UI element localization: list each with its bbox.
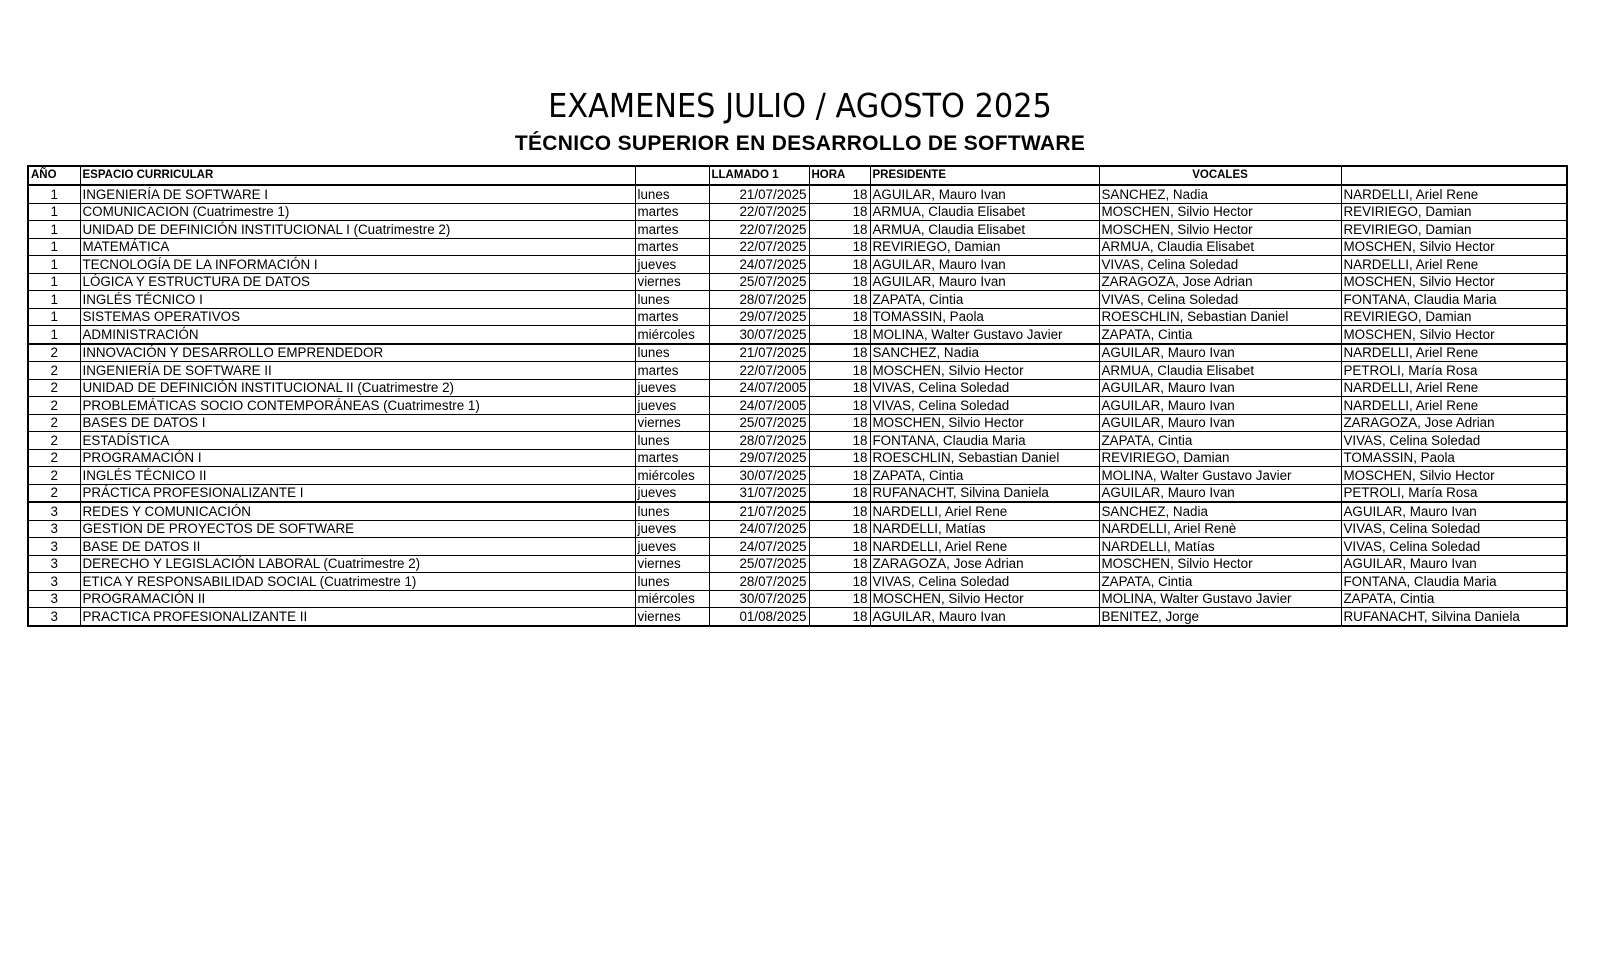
cell-subject: PRACTICA PROFESIONALIZANTE II: [80, 608, 635, 626]
cell-president: NARDELLI, Ariel Rene: [870, 538, 1099, 556]
cell-vocal-2: AGUILAR, Mauro Ivan: [1341, 502, 1567, 520]
cell-president: NARDELLI, Ariel Rene: [870, 502, 1099, 520]
cell-date: 24/07/2025: [709, 538, 809, 556]
cell-president: AGUILAR, Mauro Ivan: [870, 185, 1099, 203]
cell-year: 1: [28, 203, 80, 221]
cell-president: ZAPATA, Cintia: [870, 467, 1099, 485]
cell-year: 2: [28, 467, 80, 485]
cell-year: 3: [28, 608, 80, 626]
cell-vocal-1: AGUILAR, Mauro Ivan: [1099, 379, 1341, 397]
cell-vocal-1: ARMUA, Claudia Elisabet: [1099, 362, 1341, 380]
cell-hour: 18: [809, 326, 870, 344]
cell-vocal-2: MOSCHEN, Silvio Hector: [1341, 273, 1567, 291]
cell-date: 22/07/2005: [709, 362, 809, 380]
cell-president: MOSCHEN, Silvio Hector: [870, 414, 1099, 432]
cell-vocal-1: MOSCHEN, Silvio Hector: [1099, 555, 1341, 573]
cell-hour: 18: [809, 608, 870, 626]
cell-day: jueves: [635, 256, 709, 274]
table-row: [28, 449, 1567, 467]
cell-vocal-1: VIVAS, Celina Soledad: [1099, 256, 1341, 274]
cell-date: 22/07/2025: [709, 221, 809, 239]
header-president: PRESIDENTE: [870, 166, 1099, 185]
cell-day: jueves: [635, 379, 709, 397]
cell-hour: 18: [809, 273, 870, 291]
cell-subject: BASES DE DATOS I: [80, 414, 635, 432]
cell-president: REVIRIEGO, Damian: [870, 238, 1099, 256]
cell-vocal-2: MOSCHEN, Silvio Hector: [1341, 326, 1567, 344]
cell-vocal-1: ARMUA, Claudia Elisabet: [1099, 238, 1341, 256]
cell-vocal-2: TOMASSIN, Paola: [1341, 449, 1567, 467]
cell-president: VIVAS, Celina Soledad: [870, 379, 1099, 397]
cell-vocal-1: AGUILAR, Mauro Ivan: [1099, 344, 1341, 362]
cell-vocal-2: AGUILAR, Mauro Ivan: [1341, 555, 1567, 573]
cell-date: 30/07/2025: [709, 326, 809, 344]
cell-date: 25/07/2025: [709, 273, 809, 291]
cell-date: 21/07/2025: [709, 502, 809, 520]
cell-day: martes: [635, 238, 709, 256]
table-row: [28, 608, 1567, 626]
cell-year: 3: [28, 538, 80, 556]
cell-year: 2: [28, 344, 80, 362]
cell-vocal-2: NARDELLI, Ariel Rene: [1341, 344, 1567, 362]
table-header-row: [28, 166, 1567, 185]
cell-vocal-1: AGUILAR, Mauro Ivan: [1099, 397, 1341, 415]
cell-president: TOMASSIN, Paola: [870, 308, 1099, 326]
cell-hour: 18: [809, 238, 870, 256]
cell-date: 21/07/2025: [709, 344, 809, 362]
cell-vocal-2: FONTANA, Claudia Maria: [1341, 291, 1567, 309]
cell-subject: COMUNICACION (Cuatrimestre 1): [80, 203, 635, 221]
cell-subject: INGLÉS TÉCNICO II: [80, 467, 635, 485]
cell-subject: DERECHO Y LEGISLACIÓN LABORAL (Cuatrimestre 2): [80, 555, 635, 573]
table-row: [28, 185, 1567, 203]
cell-subject: TECNOLOGÍA DE LA INFORMACIÓN I: [80, 256, 635, 274]
cell-date: 29/07/2025: [709, 449, 809, 467]
cell-president: NARDELLI, Matías: [870, 520, 1099, 538]
cell-president: FONTANA, Claudia Maria: [870, 432, 1099, 450]
cell-day: lunes: [635, 291, 709, 309]
cell-day: lunes: [635, 185, 709, 203]
cell-year: 1: [28, 326, 80, 344]
cell-date: 29/07/2025: [709, 308, 809, 326]
cell-day: martes: [635, 221, 709, 239]
cell-vocal-1: REVIRIEGO, Damian: [1099, 449, 1341, 467]
header-vocal-2: [1341, 166, 1567, 185]
cell-vocal-1: AGUILAR, Mauro Ivan: [1099, 484, 1341, 502]
cell-hour: 18: [809, 203, 870, 221]
cell-date: 22/07/2025: [709, 238, 809, 256]
table-row: [28, 414, 1567, 432]
cell-vocal-2: VIVAS, Celina Soledad: [1341, 538, 1567, 556]
table-row: [28, 291, 1567, 309]
cell-vocal-1: SANCHEZ, Nadia: [1099, 185, 1341, 203]
cell-subject: INGENIERÍA DE SOFTWARE II: [80, 362, 635, 380]
cell-hour: 18: [809, 308, 870, 326]
table-row: [28, 362, 1567, 380]
cell-date: 24/07/2005: [709, 379, 809, 397]
cell-vocal-1: ZARAGOZA, Jose Adrian: [1099, 273, 1341, 291]
cell-day: jueves: [635, 397, 709, 415]
cell-hour: 18: [809, 520, 870, 538]
cell-year: 1: [28, 185, 80, 203]
header-year: AÑO: [28, 166, 80, 185]
cell-president: SANCHEZ, Nadia: [870, 344, 1099, 362]
cell-day: martes: [635, 203, 709, 221]
cell-president: ARMUA, Claudia Elisabet: [870, 221, 1099, 239]
cell-year: 2: [28, 362, 80, 380]
table-row: [28, 221, 1567, 239]
cell-hour: 18: [809, 538, 870, 556]
table-row: [28, 590, 1567, 608]
cell-vocal-1: NARDELLI, Matías: [1099, 538, 1341, 556]
cell-subject: PROGRAMACIÓN I: [80, 449, 635, 467]
exam-schedule-table: [27, 165, 1568, 627]
cell-subject: BASE DE DATOS II: [80, 538, 635, 556]
cell-subject: INGLÉS TÉCNICO I: [80, 291, 635, 309]
cell-vocal-2: MOSCHEN, Silvio Hector: [1341, 467, 1567, 485]
cell-vocal-2: MOSCHEN, Silvio Hector: [1341, 238, 1567, 256]
cell-date: 25/07/2025: [709, 555, 809, 573]
cell-day: miércoles: [635, 467, 709, 485]
cell-subject: UNIDAD DE DEFINICIÓN INSTITUCIONAL I (Cuatrimestre 2): [80, 221, 635, 239]
cell-subject: ADMINISTRACIÓN: [80, 326, 635, 344]
cell-day: jueves: [635, 484, 709, 502]
cell-day: miércoles: [635, 326, 709, 344]
cell-vocal-1: NARDELLI, Ariel Renè: [1099, 520, 1341, 538]
cell-hour: 18: [809, 555, 870, 573]
cell-president: MOLINA, Walter Gustavo Javier: [870, 326, 1099, 344]
table-row: [28, 555, 1567, 573]
cell-year: 2: [28, 379, 80, 397]
cell-date: 22/07/2025: [709, 203, 809, 221]
cell-president: AGUILAR, Mauro Ivan: [870, 273, 1099, 291]
cell-year: 1: [28, 308, 80, 326]
cell-vocal-1: MOLINA, Walter Gustavo Javier: [1099, 590, 1341, 608]
cell-vocal-1: MOSCHEN, Silvio Hector: [1099, 203, 1341, 221]
cell-year: 3: [28, 573, 80, 591]
cell-year: 1: [28, 273, 80, 291]
table-row: [28, 467, 1567, 485]
cell-hour: 18: [809, 291, 870, 309]
cell-day: viernes: [635, 608, 709, 626]
cell-hour: 18: [809, 185, 870, 203]
cell-date: 25/07/2025: [709, 414, 809, 432]
page-title: EXAMENES JULIO / AGOSTO 2025: [548, 86, 1052, 125]
cell-president: MOSCHEN, Silvio Hector: [870, 362, 1099, 380]
cell-day: martes: [635, 362, 709, 380]
page-subtitle: TÉCNICO SUPERIOR EN DESARROLLO DE SOFTWARE: [514, 132, 1086, 155]
cell-vocal-2: NARDELLI, Ariel Rene: [1341, 379, 1567, 397]
cell-vocal-1: ZAPATA, Cintia: [1099, 326, 1341, 344]
cell-president: ARMUA, Claudia Elisabet: [870, 203, 1099, 221]
cell-hour: 18: [809, 256, 870, 274]
cell-vocal-1: MOLINA, Walter Gustavo Javier: [1099, 467, 1341, 485]
cell-day: lunes: [635, 344, 709, 362]
cell-hour: 18: [809, 432, 870, 450]
cell-day: viernes: [635, 273, 709, 291]
cell-hour: 18: [809, 467, 870, 485]
cell-year: 3: [28, 555, 80, 573]
cell-date: 28/07/2025: [709, 432, 809, 450]
cell-day: martes: [635, 308, 709, 326]
cell-hour: 18: [809, 573, 870, 591]
cell-subject: PROBLEMÁTICAS SOCIO CONTEMPORÁNEAS (Cuatrimestre 1): [80, 397, 635, 415]
cell-hour: 18: [809, 449, 870, 467]
header-date: LLAMADO 1: [709, 166, 809, 185]
cell-year: 2: [28, 397, 80, 415]
cell-vocal-2: ZARAGOZA, Jose Adrian: [1341, 414, 1567, 432]
cell-subject: MATEMÁTICA: [80, 238, 635, 256]
table-row: [28, 379, 1567, 397]
cell-subject: GESTION DE PROYECTOS DE SOFTWARE: [80, 520, 635, 538]
table-row: [28, 484, 1567, 502]
table-row: [28, 203, 1567, 221]
table-row: [28, 432, 1567, 450]
cell-vocal-1: ZAPATA, Cintia: [1099, 432, 1341, 450]
cell-hour: 18: [809, 379, 870, 397]
cell-president: ZARAGOZA, Jose Adrian: [870, 555, 1099, 573]
cell-year: 1: [28, 256, 80, 274]
cell-president: AGUILAR, Mauro Ivan: [870, 256, 1099, 274]
cell-hour: 18: [809, 221, 870, 239]
cell-hour: 18: [809, 344, 870, 362]
cell-subject: PRÁCTICA PROFESIONALIZANTE I: [80, 484, 635, 502]
table-row: [28, 256, 1567, 274]
cell-day: viernes: [635, 555, 709, 573]
cell-vocal-2: FONTANA, Claudia Maria: [1341, 573, 1567, 591]
table-body: [28, 185, 1567, 626]
cell-president: ROESCHLIN, Sebastian Daniel: [870, 449, 1099, 467]
cell-date: 30/07/2025: [709, 467, 809, 485]
cell-hour: 18: [809, 414, 870, 432]
cell-day: miércoles: [635, 590, 709, 608]
cell-vocal-2: NARDELLI, Ariel Rene: [1341, 397, 1567, 415]
cell-date: 24/07/2025: [709, 256, 809, 274]
cell-date: 24/07/2025: [709, 520, 809, 538]
cell-subject: LÓGICA Y ESTRUCTURA DE DATOS: [80, 273, 635, 291]
cell-president: VIVAS, Celina Soledad: [870, 573, 1099, 591]
cell-date: 24/07/2005: [709, 397, 809, 415]
cell-vocal-2: NARDELLI, Ariel Rene: [1341, 185, 1567, 203]
cell-year: 3: [28, 590, 80, 608]
table-row: [28, 308, 1567, 326]
cell-date: 28/07/2025: [709, 573, 809, 591]
table-row: [28, 273, 1567, 291]
cell-day: jueves: [635, 538, 709, 556]
cell-year: 3: [28, 502, 80, 520]
cell-year: 2: [28, 449, 80, 467]
cell-president: AGUILAR, Mauro Ivan: [870, 608, 1099, 626]
table-row: [28, 520, 1567, 538]
cell-day: lunes: [635, 573, 709, 591]
cell-date: 01/08/2025: [709, 608, 809, 626]
cell-year: 1: [28, 291, 80, 309]
cell-year: 2: [28, 414, 80, 432]
cell-year: 1: [28, 221, 80, 239]
cell-year: 2: [28, 484, 80, 502]
cell-subject: REDES Y COMUNICACIÓN: [80, 502, 635, 520]
table-row: [28, 344, 1567, 362]
cell-vocal-2: VIVAS, Celina Soledad: [1341, 432, 1567, 450]
cell-vocal-2: RUFANACHT, Silvina Daniela: [1341, 608, 1567, 626]
cell-subject: PROGRAMACIÓN II: [80, 590, 635, 608]
cell-subject: ESTADÍSTICA: [80, 432, 635, 450]
cell-year: 3: [28, 520, 80, 538]
header-hour: HORA: [809, 166, 870, 185]
cell-date: 21/07/2025: [709, 185, 809, 203]
cell-vocal-2: VIVAS, Celina Soledad: [1341, 520, 1567, 538]
cell-vocal-2: PETROLI, María Rosa: [1341, 484, 1567, 502]
cell-date: 28/07/2025: [709, 291, 809, 309]
cell-vocal-1: ZAPATA, Cintia: [1099, 573, 1341, 591]
cell-vocal-2: REVIRIEGO, Damian: [1341, 308, 1567, 326]
cell-date: 31/07/2025: [709, 484, 809, 502]
cell-president: VIVAS, Celina Soledad: [870, 397, 1099, 415]
cell-subject: INNOVACIÓN Y DESARROLLO EMPRENDEDOR: [80, 344, 635, 362]
cell-year: 1: [28, 238, 80, 256]
table-row: [28, 573, 1567, 591]
cell-day: viernes: [635, 414, 709, 432]
cell-subject: INGENIERÍA DE SOFTWARE I: [80, 185, 635, 203]
cell-vocal-2: REVIRIEGO, Damian: [1341, 221, 1567, 239]
table-row: [28, 502, 1567, 520]
table-row: [28, 326, 1567, 344]
cell-vocal-2: PETROLI, María Rosa: [1341, 362, 1567, 380]
header-subject: ESPACIO CURRICULAR: [80, 166, 635, 185]
cell-vocal-2: REVIRIEGO, Damian: [1341, 203, 1567, 221]
cell-vocal-1: ROESCHLIN, Sebastian Daniel: [1099, 308, 1341, 326]
cell-subject: ETICA Y RESPONSABILIDAD SOCIAL (Cuatrimestre 1): [80, 573, 635, 591]
header-vocales: VOCALES: [1099, 166, 1341, 185]
cell-day: lunes: [635, 502, 709, 520]
header-day: [635, 166, 709, 185]
table-row: [28, 538, 1567, 556]
cell-hour: 18: [809, 502, 870, 520]
cell-subject: SISTEMAS OPERATIVOS: [80, 308, 635, 326]
cell-vocal-1: VIVAS, Celina Soledad: [1099, 291, 1341, 309]
table-row: [28, 238, 1567, 256]
cell-vocal-1: AGUILAR, Mauro Ivan: [1099, 414, 1341, 432]
cell-vocal-2: NARDELLI, Ariel Rene: [1341, 256, 1567, 274]
cell-vocal-1: BENITEZ, Jorge: [1099, 608, 1341, 626]
cell-hour: 18: [809, 484, 870, 502]
cell-vocal-1: MOSCHEN, Silvio Hector: [1099, 221, 1341, 239]
cell-subject: UNIDAD DE DEFINICIÓN INSTITUCIONAL II (Cuatrimestre 2): [80, 379, 635, 397]
cell-hour: 18: [809, 590, 870, 608]
table-row: [28, 397, 1567, 415]
cell-date: 30/07/2025: [709, 590, 809, 608]
cell-vocal-1: SANCHEZ, Nadia: [1099, 502, 1341, 520]
cell-day: lunes: [635, 432, 709, 450]
cell-year: 2: [28, 432, 80, 450]
cell-president: RUFANACHT, Silvina Daniela: [870, 484, 1099, 502]
cell-day: jueves: [635, 520, 709, 538]
cell-day: martes: [635, 449, 709, 467]
cell-president: MOSCHEN, Silvio Hector: [870, 590, 1099, 608]
cell-hour: 18: [809, 397, 870, 415]
cell-hour: 18: [809, 362, 870, 380]
cell-president: ZAPATA, Cintia: [870, 291, 1099, 309]
cell-vocal-2: ZAPATA, Cintia: [1341, 590, 1567, 608]
